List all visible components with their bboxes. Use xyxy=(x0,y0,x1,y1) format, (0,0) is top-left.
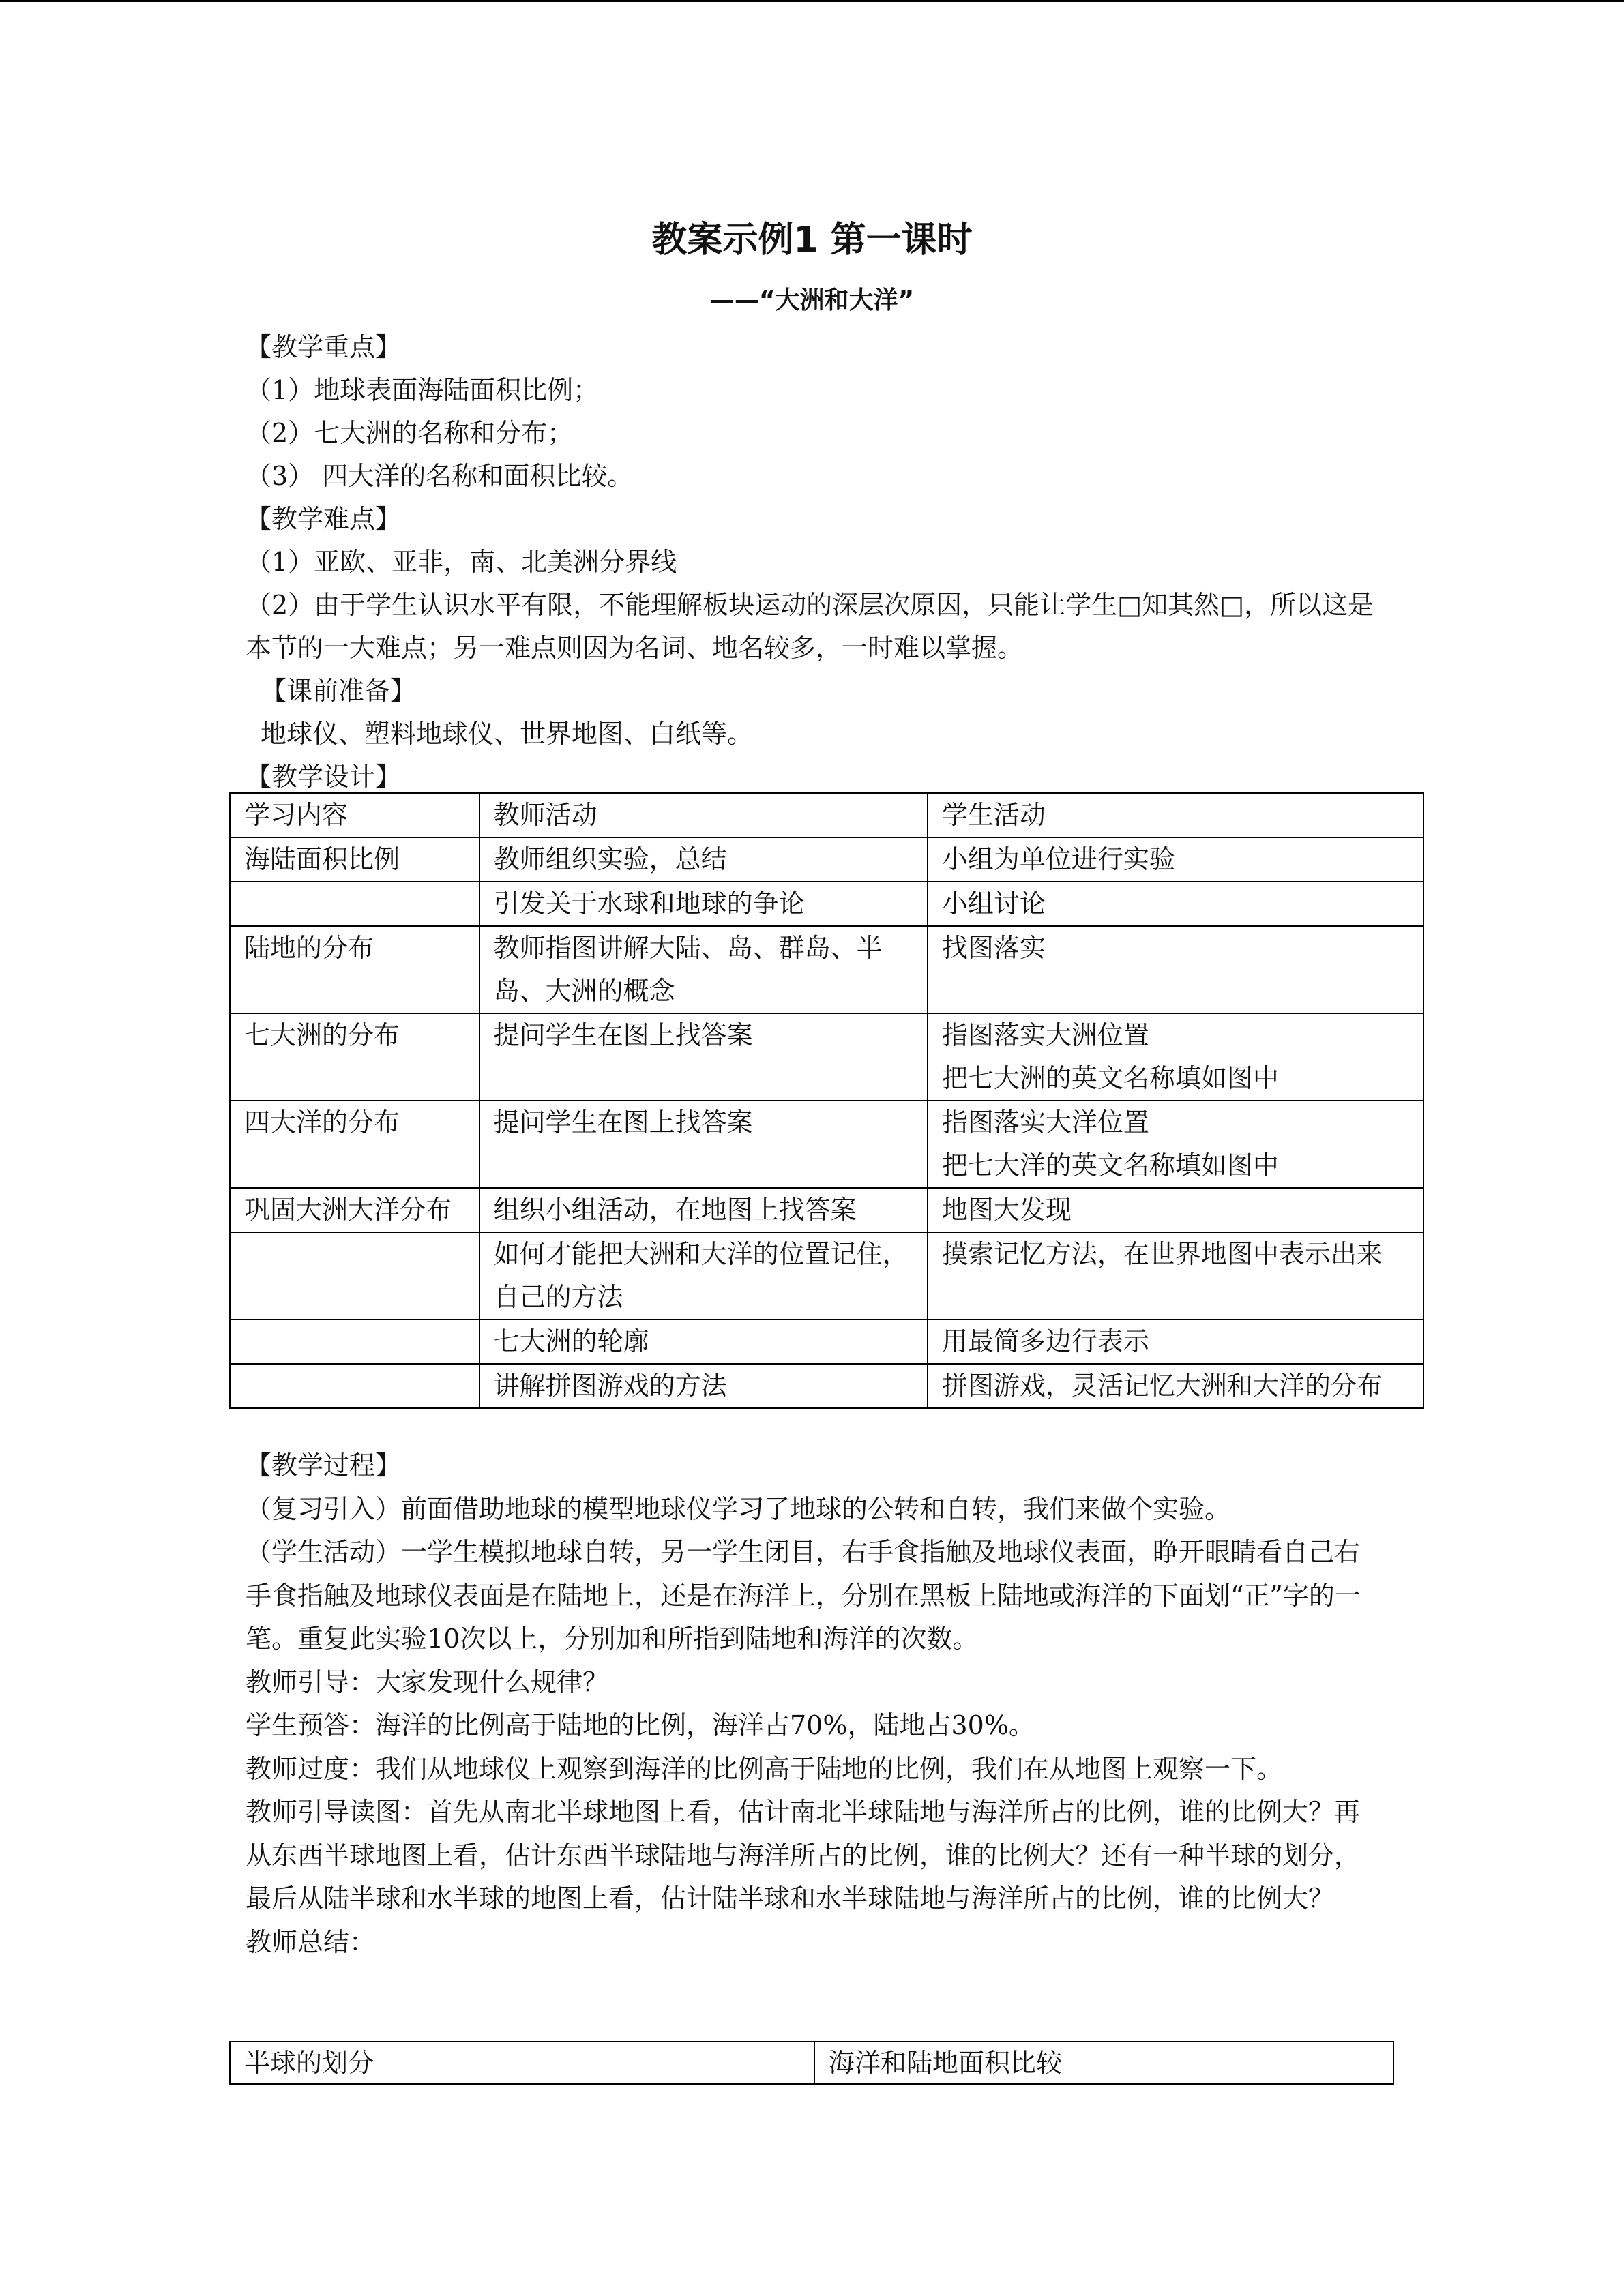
table-cell: 找图落实 xyxy=(928,926,1423,1013)
table-header-row xyxy=(230,793,1423,837)
table-cell: 指图落实大洲位置 把七大洲的英文名称填如图中 xyxy=(928,1013,1423,1101)
table-row xyxy=(230,1364,1423,1408)
process-paragraph: 学生预答：海洋的比例高于陆地的比例，海洋占70%，陆地占30%。 xyxy=(246,1710,1035,1740)
process-paragraph: 教师引导：大家发现什么规律？ xyxy=(246,1667,609,1697)
table-cell: 七大洲的分布 xyxy=(230,1013,479,1101)
header-cell: 海洋和陆地面积比较 xyxy=(814,2042,1393,2084)
process-paragraph: 教师过度：我们从地球仪上观察到海洋的比例高于陆地的比例，我们在从地图上观察一下。 xyxy=(246,1753,1283,1784)
design-table xyxy=(229,792,1424,1409)
table-cell: 提问学生在图上找答案 xyxy=(479,1013,928,1101)
table-row xyxy=(230,926,1423,1013)
header-cell: 教师活动 xyxy=(479,793,928,837)
table-cell xyxy=(230,1232,479,1320)
table-cell xyxy=(230,1320,479,1364)
header-cell: 半球的划分 xyxy=(230,2042,814,2084)
table-cell: 摸索记忆方法，在世界地图中表示出来 xyxy=(928,1232,1423,1320)
table-cell: 用最简多边行表示 xyxy=(928,1320,1423,1364)
table-cell xyxy=(230,1364,479,1408)
table-row xyxy=(230,837,1423,882)
prep-heading: 【课前准备】 xyxy=(261,676,417,706)
top-border-line xyxy=(0,0,1624,2)
table-cell: 巩固大洲大洋分布 xyxy=(230,1188,479,1232)
table-cell: 引发关于水球和地球的争论 xyxy=(479,882,928,926)
table-cell: 陆地的分布 xyxy=(230,926,479,1013)
focus-item: （1）地球表面海陆面积比例； xyxy=(246,375,600,405)
design-heading: 【教学设计】 xyxy=(246,762,402,792)
table-cell: 教师组织实验，总结 xyxy=(479,837,928,882)
table-row xyxy=(230,1232,1423,1320)
table-row xyxy=(230,1101,1423,1188)
header-cell: 学生活动 xyxy=(928,793,1423,837)
intro-sections xyxy=(246,326,1385,799)
table-cell: 组织小组活动，在地图上找答案 xyxy=(479,1188,928,1232)
page-title: 教案示例1 第一课时 xyxy=(651,220,973,260)
summary-table xyxy=(229,2041,1394,2085)
table-row xyxy=(230,1013,1423,1101)
difficulty-item: （1）亚欧、亚非，南、北美洲分界线 xyxy=(246,547,677,577)
table-cell: 教师指图讲解大陆、岛、群岛、半岛、大洲的概念 xyxy=(479,926,928,1013)
table-row xyxy=(230,1320,1423,1364)
table-cell: 指图落实大洋位置 把七大洋的英文名称填如图中 xyxy=(928,1101,1423,1188)
page-subtitle: ——“大洲和大洋” xyxy=(709,286,915,314)
table-cell: 如何才能把大洲和大洋的位置记住，自己的方法 xyxy=(479,1232,928,1320)
focus-item: （2）七大洲的名称和分布； xyxy=(246,418,574,448)
table-cell: 四大洋的分布 xyxy=(230,1101,479,1188)
process-paragraph: 教师引导读图：首先从南北半球地图上看，估计南北半球陆地与海洋所占的比例，谁的比例大？再从东西半球地图上看，估计东西半球陆地与海洋所占的比例，谁的比例大？还有一种半球的划分，最后从陆半球和水半球的地图上看，估计陆半球和水半球陆地与海洋所占的比例，谁的比例大？ xyxy=(246,1797,1361,1913)
table-cell: 讲解拼图游戏的方法 xyxy=(479,1364,928,1408)
table-cell: 小组讨论 xyxy=(928,882,1423,926)
process-section xyxy=(246,1444,1385,1964)
process-paragraph: （学生活动）一学生模拟地球自转，另一学生闭目，右手食指触及地球仪表面，睁开眼睛看自己右手食指触及地球仪表面是在陆地上，还是在海洋上，分别在黑板上陆地或海洋的下面划“正”字的一笔。重复此实验10次以上，分别加和所指到陆地和海洋的次数。 xyxy=(246,1537,1361,1654)
table-cell xyxy=(230,882,479,926)
table-row xyxy=(230,882,1423,926)
table-cell: 七大洲的轮廓 xyxy=(479,1320,928,1364)
difficulty-heading: 【教学难点】 xyxy=(246,504,402,534)
table-cell: 地图大发现 xyxy=(928,1188,1423,1232)
process-paragraph: 教师总结： xyxy=(246,1926,376,1957)
focus-heading: 【教学重点】 xyxy=(246,332,402,362)
focus-item: （3） 四大洋的名称和面积比较。 xyxy=(246,461,634,491)
prep-text: 地球仪、塑料地球仪、世界地图、白纸等。 xyxy=(261,719,754,749)
table-cell: 提问学生在图上找答案 xyxy=(479,1101,928,1188)
difficulty-item: （2）由于学生认识水平有限，不能理解板块运动的深层次原因，只能让学生□知其然□，所以这是本节的一大难点；另一难点则因为名词、地名较多，一时难以掌握。 xyxy=(246,590,1374,663)
table-row xyxy=(230,1188,1423,1232)
process-heading: 【教学过程】 xyxy=(246,1450,402,1480)
process-paragraph: （复习引入）前面借助地球的模型地球仪学习了地球的公转和自转，我们来做个实验。 xyxy=(246,1493,1231,1524)
table-cell: 海陆面积比例 xyxy=(230,837,479,882)
header-cell: 学习内容 xyxy=(230,793,479,837)
table-cell: 小组为单位进行实验 xyxy=(928,837,1423,882)
table-header-row xyxy=(230,2042,1393,2084)
table-cell: 拼图游戏，灵活记忆大洲和大洋的分布 xyxy=(928,1364,1423,1408)
